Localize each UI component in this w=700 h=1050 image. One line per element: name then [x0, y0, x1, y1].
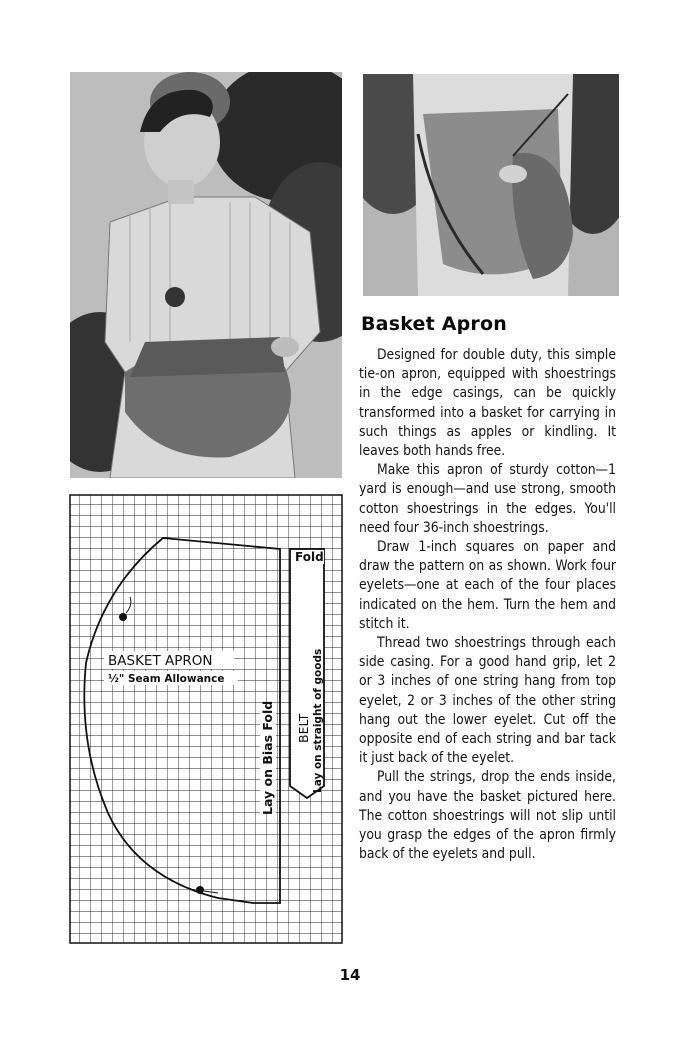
- article-paragraph: Thread two shoestrings through each side casing. For a good hand grip, let 2 or 3 inches of one string hang from top eyelet, 2 or 3 inches of the other string hang out the lower eyelet. Cut off the opposite end of each string and bar tack it just back of the eyelet.: [359, 635, 616, 767]
- article-paragraph: Pull the strings, drop the ends inside, and you have the basket pictured here. The cotton shoestrings will not slip until you grasp the edges of the apron firmly back of the eyelets and pull.: [359, 769, 616, 863]
- pattern-title: BASKET APRON: [108, 653, 213, 669]
- article-heading: Basket Apron: [361, 313, 507, 335]
- fold-label: Fold: [295, 550, 324, 564]
- seam-allowance-label: ½" Seam Allowance: [108, 673, 225, 685]
- belt-label: BELT: [296, 713, 311, 743]
- straight-of-goods-label: Lay on straight of goods: [312, 648, 324, 793]
- article-body: [359, 346, 616, 864]
- bias-fold-label: Lay on Bias Fold: [260, 700, 275, 815]
- basket-apron-pattern-diagram: [68, 493, 344, 945]
- woman-wearing-apron-photo: [70, 72, 342, 478]
- page-number: 14: [339, 966, 361, 984]
- article-paragraph: Designed for double duty, this simple tie-on apron, equipped with shoestrings in the edge casings, can be quickly transformed into a basket for carrying in such things as apples or kindling. It leaves both hands free.: [359, 347, 616, 460]
- apron-as-basket-photo: [363, 74, 619, 296]
- article-paragraph: Draw 1-inch squares on paper and draw the pattern on as shown. Work four eyelets—one at each of the four places indicated on the hem. Turn the hem and stitch it.: [359, 539, 616, 632]
- article-paragraph: Make this apron of sturdy cotton—1 yard is enough—and use strong, smooth cotton shoestrings in the edges. You'll need four 36-inch shoestrings.: [359, 462, 616, 536]
